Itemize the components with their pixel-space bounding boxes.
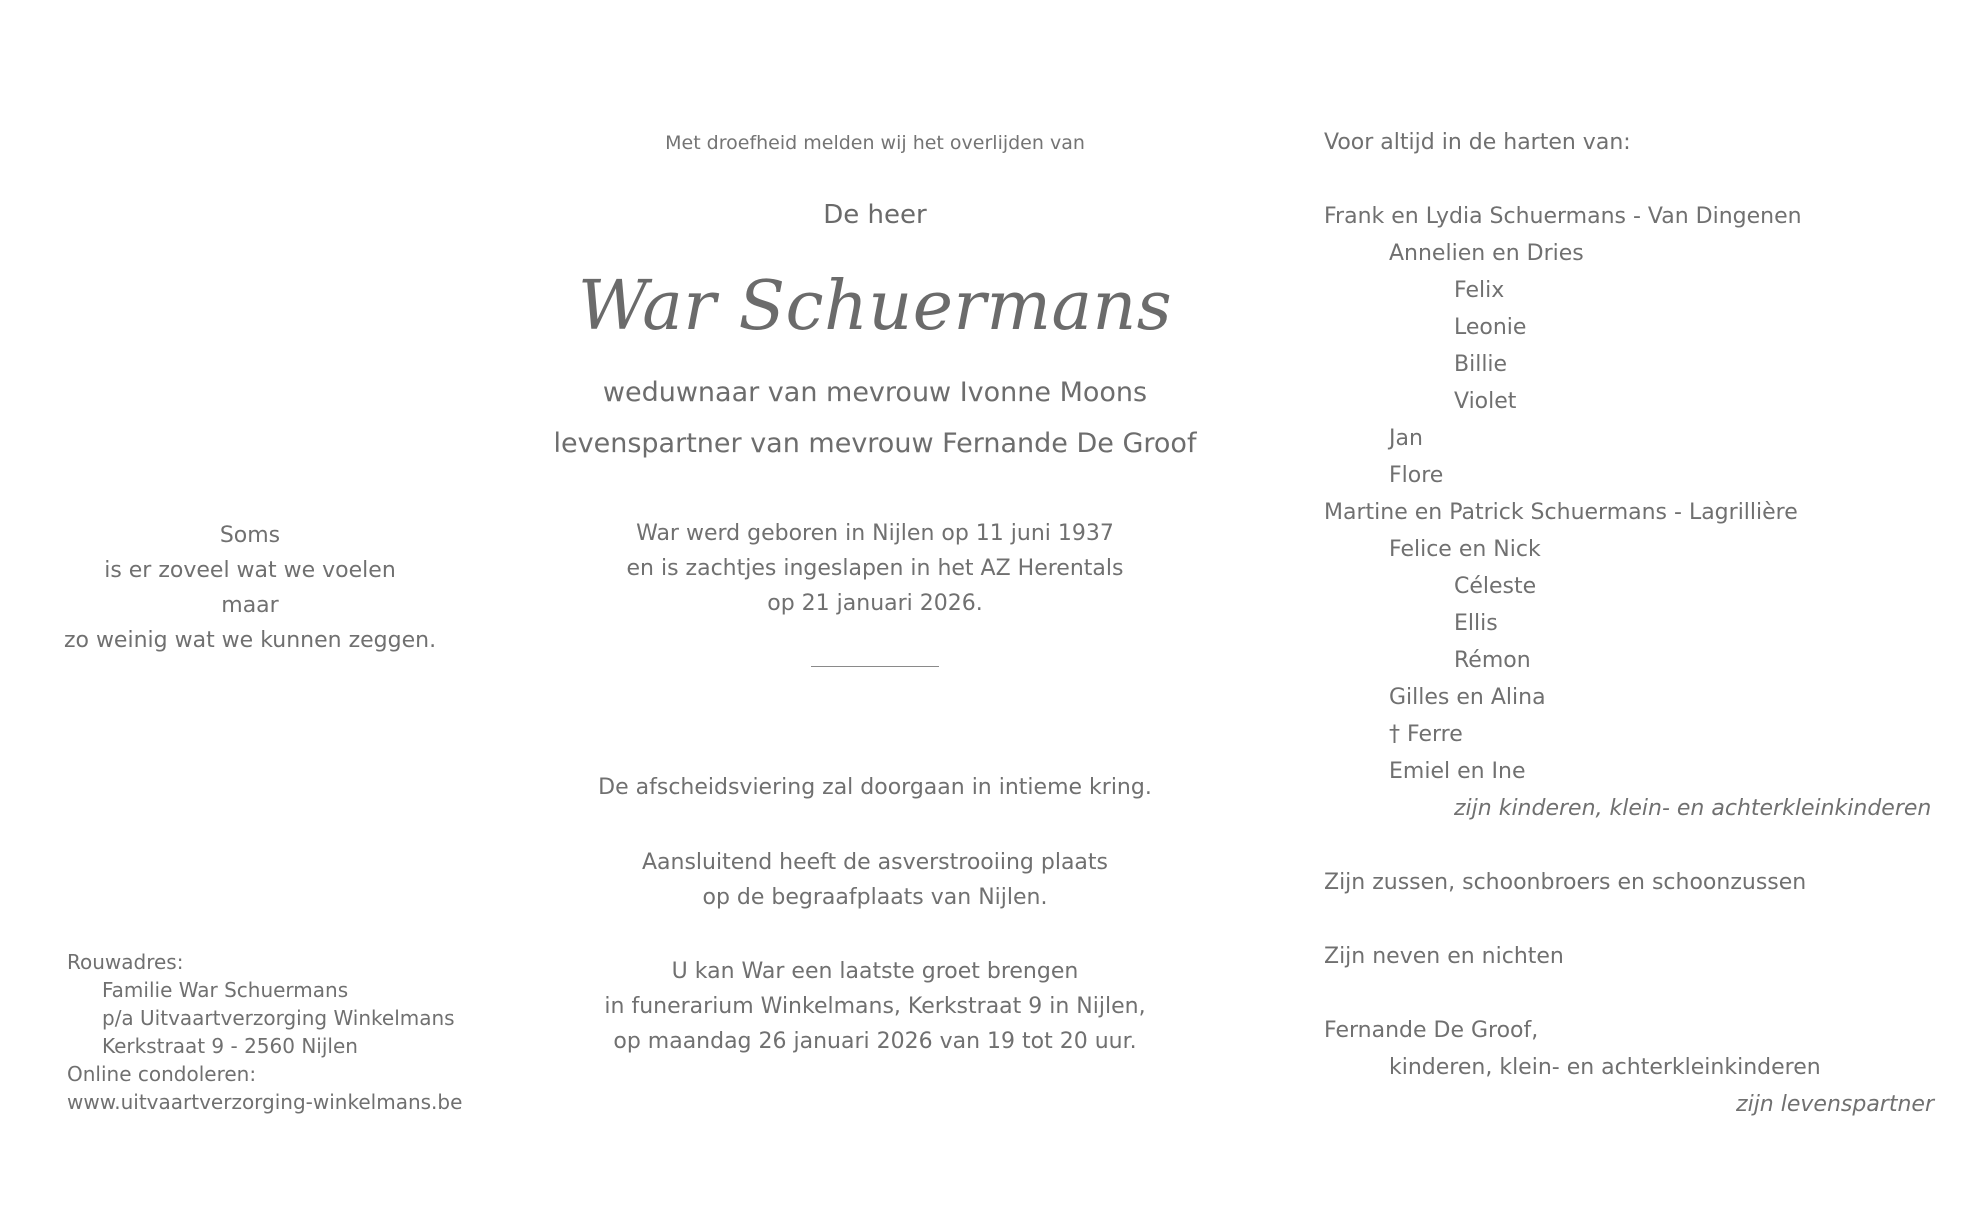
- visit-line: U kan War een laatste groet brengen: [671, 959, 1079, 984]
- ceremony-info: [500, 770, 1250, 805]
- address-line: Familie War Schuermans: [102, 978, 349, 1002]
- family-entry: Gilles en Alina: [1389, 685, 1546, 710]
- poem: [30, 518, 470, 658]
- siblings: Zijn zussen, schoonbroers en schoonzussen: [1324, 870, 1807, 895]
- poem-line: zo weinig wat we kunnen zeggen.: [63, 628, 437, 653]
- intro-text: Met droefheid melden wij het overlijden van: [665, 132, 1085, 154]
- family-entry: Martine en Patrick Schuermans - Lagrillière: [1324, 500, 1798, 525]
- partner-caption: zijn levenspartner: [1736, 1092, 1934, 1117]
- family-entry: Ellis: [1454, 611, 1498, 636]
- bio-line: en is zachtjes ingeslapen in het AZ Herentals: [626, 556, 1124, 581]
- address-line: Kerkstraat 9 - 2560 Nijlen: [102, 1034, 358, 1058]
- poem-line: Soms: [219, 523, 281, 548]
- scattering-line: Aansluitend heeft de asverstrooiing plaats: [641, 850, 1109, 875]
- family-entry: Flore: [1389, 463, 1444, 488]
- family-entry: Rémon: [1454, 648, 1531, 673]
- ceremony-line: De afscheidsviering zal doorgaan in intieme kring.: [598, 775, 1152, 800]
- family-entry: Emiel en Ine: [1389, 759, 1526, 784]
- relation-partner: levenspartner van mevrouw Fernande De Groof: [553, 428, 1197, 459]
- divider: [811, 666, 939, 667]
- family-entry: Violet: [1454, 389, 1517, 414]
- family-caption: zijn kinderen, klein- en achterkleinkinderen: [1454, 796, 1932, 821]
- address-block: [67, 948, 462, 1116]
- family-entry: Céleste: [1454, 574, 1537, 599]
- family-entry: Billie: [1454, 352, 1508, 377]
- family-heading: Voor altijd in de harten van:: [1324, 130, 1631, 155]
- address-label: Rouwadres:: [67, 950, 184, 974]
- relation-widower: weduwnaar van mevrouw Ivonne Moons: [602, 377, 1148, 408]
- family-entry: Leonie: [1454, 315, 1527, 340]
- biography: [500, 516, 1250, 621]
- scattering-info: [500, 845, 1250, 915]
- cousins: Zijn neven en nichten: [1324, 944, 1564, 969]
- bio-line: op 21 januari 2026.: [767, 591, 983, 616]
- website-link[interactable]: www.uitvaartverzorging-winkelmans.be: [67, 1090, 463, 1114]
- family-entry: Felice en Nick: [1389, 537, 1541, 562]
- visit-line: in funerarium Winkelmans, Kerkstraat 9 in Nijlen,: [604, 994, 1146, 1019]
- family-entry: Jan: [1389, 426, 1423, 451]
- address-line: p/a Uitvaartverzorging Winkelmans: [102, 1006, 455, 1030]
- partner-name: Fernande De Groof,: [1324, 1018, 1539, 1043]
- family-entry: † Ferre: [1389, 722, 1463, 747]
- bio-line: War werd geboren in Nijlen op 11 juni 1937: [636, 521, 1114, 546]
- family-entry: Annelien en Dries: [1389, 241, 1584, 266]
- online-condolence-label: Online condoleren:: [67, 1062, 257, 1086]
- honorific: De heer: [823, 200, 927, 230]
- deceased-name: War Schuermans: [577, 267, 1173, 346]
- scattering-line: op de begraafplaats van Nijlen.: [702, 885, 1048, 910]
- visit-info: [500, 954, 1250, 1059]
- poem-line: maar: [221, 593, 279, 618]
- family-entry: Felix: [1454, 278, 1505, 303]
- family-entry: Frank en Lydia Schuermans - Van Dingenen: [1324, 204, 1802, 229]
- poem-line: is er zoveel wat we voelen: [104, 558, 396, 583]
- visit-line: op maandag 26 januari 2026 van 19 tot 20 uur.: [613, 1029, 1137, 1054]
- partner-family: kinderen, klein- en achterkleinkinderen: [1389, 1055, 1821, 1080]
